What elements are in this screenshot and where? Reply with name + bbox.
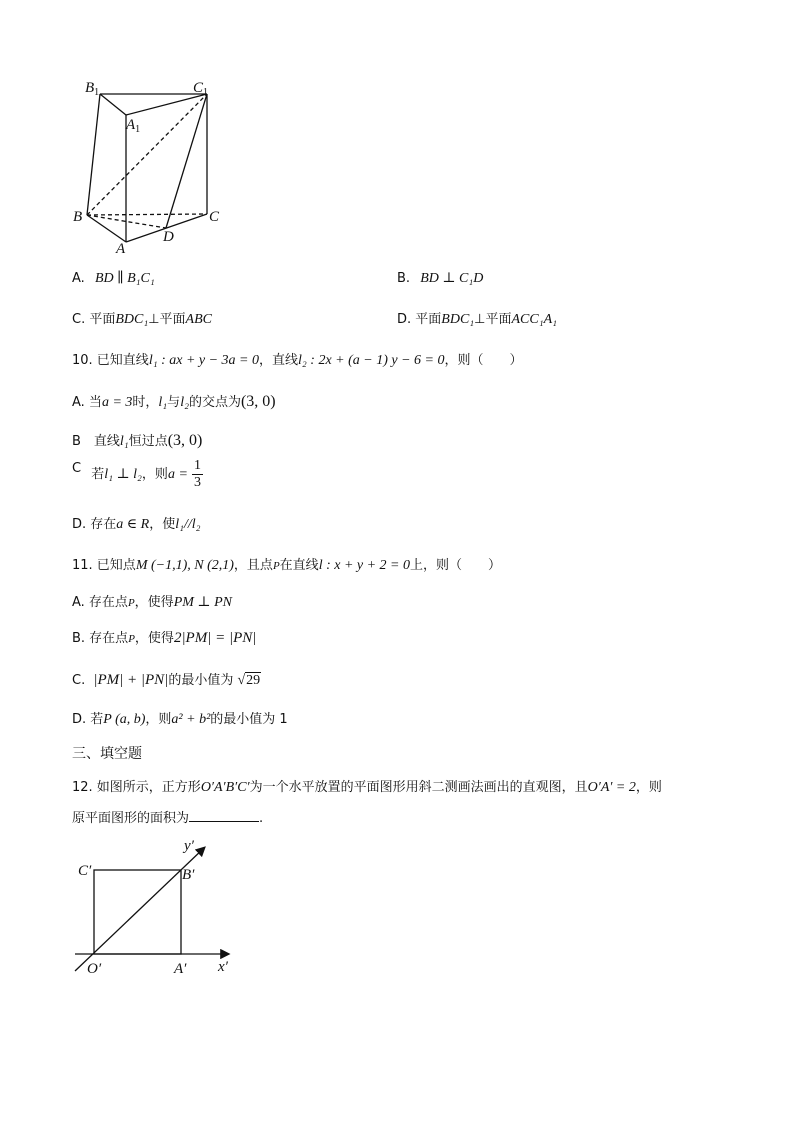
sqrt-29: √29 <box>237 673 261 688</box>
q9-option-d[interactable]: D. 平面BDC₁⊥平面ACC₁A₁ <box>397 312 557 327</box>
q11-stem: 11. 已知点M (−1,1), N (2,1)，且点P在直线l : x + y + 2 = 0上，则（ ） <box>72 558 502 573</box>
edge-A1-C1 <box>126 94 207 115</box>
q9-option-c[interactable]: C. 平面BDC₁⊥平面ABC <box>72 312 212 327</box>
q9-option-b[interactable]: B. BD ⊥ C₁D <box>397 271 484 286</box>
q10-option-d[interactable]: D. 存在a ∈ R，使l₁//l₂ <box>72 517 201 532</box>
q10-option-c[interactable]: C 若l₁ ⊥ l₂，则a = $\frac{1}{3}$ <box>72 458 202 490</box>
label-A1: $A_1$ <box>126 117 141 135</box>
label-x-prime: x′ <box>218 959 228 975</box>
q10-option-a[interactable]: A. 当a = 3时，l₁与l₂的交点为(3, 0) <box>72 393 276 410</box>
label-y-prime: y′ <box>184 838 194 854</box>
label-C-prime: C′ <box>78 863 92 879</box>
edge-B1-B <box>87 94 100 215</box>
label-B: B <box>73 209 83 225</box>
label-B1: $B_1$ <box>85 80 100 98</box>
q10-option-b[interactable]: B 直线l₁恒过点(3, 0) <box>72 432 203 449</box>
q10-stem: 10. 已知直线l₁ : ax + y − 3a = 0，直线l₂ : 2x + (a − 1) y − 6 = 0，则（ ） <box>72 353 523 368</box>
q11-option-b[interactable]: B. 存在点P，使得2|PM| = |PN| <box>72 630 257 646</box>
answer-blank[interactable] <box>189 809 259 822</box>
label-O-prime: O′ <box>87 961 102 977</box>
section-heading-fill-blank: 三、填空题 <box>72 746 142 762</box>
label-A: A <box>116 241 126 257</box>
dash-B-C <box>87 214 207 215</box>
label-A-prime: A′ <box>174 961 187 977</box>
q11-option-c[interactable]: C. |PM| + |PN|的最小值为 √29 <box>72 672 261 688</box>
q9-option-a[interactable]: A. BD ∥ B₁C₁ <box>72 271 155 286</box>
fraction-one-third: $\frac{1}{3}$ <box>194 458 202 490</box>
q11-option-a[interactable]: A. 存在点P，使得PM ⊥ PN <box>72 595 232 610</box>
edge-B1-A1 <box>100 94 126 115</box>
label-C1: $C_1$ <box>193 80 209 98</box>
q12-line1: 12. 如图所示，正方形O′A′B′C′为一个水平放置的平面图形用斜二测画法画出的直观图，且O′A′ = 2，则 <box>72 780 662 795</box>
q11-option-d[interactable]: D. 若P (a, b)，则a² + b²的最小值为 1 <box>72 712 288 727</box>
label-C: C <box>209 209 220 225</box>
label-D: D <box>163 229 174 245</box>
oblique-square-figure <box>70 838 240 980</box>
q12-line2: 原平面图形的面积为 . <box>72 811 264 826</box>
prism-figure <box>70 76 240 258</box>
edge-B-A <box>87 215 126 242</box>
label-B-prime: B′ <box>182 867 195 883</box>
